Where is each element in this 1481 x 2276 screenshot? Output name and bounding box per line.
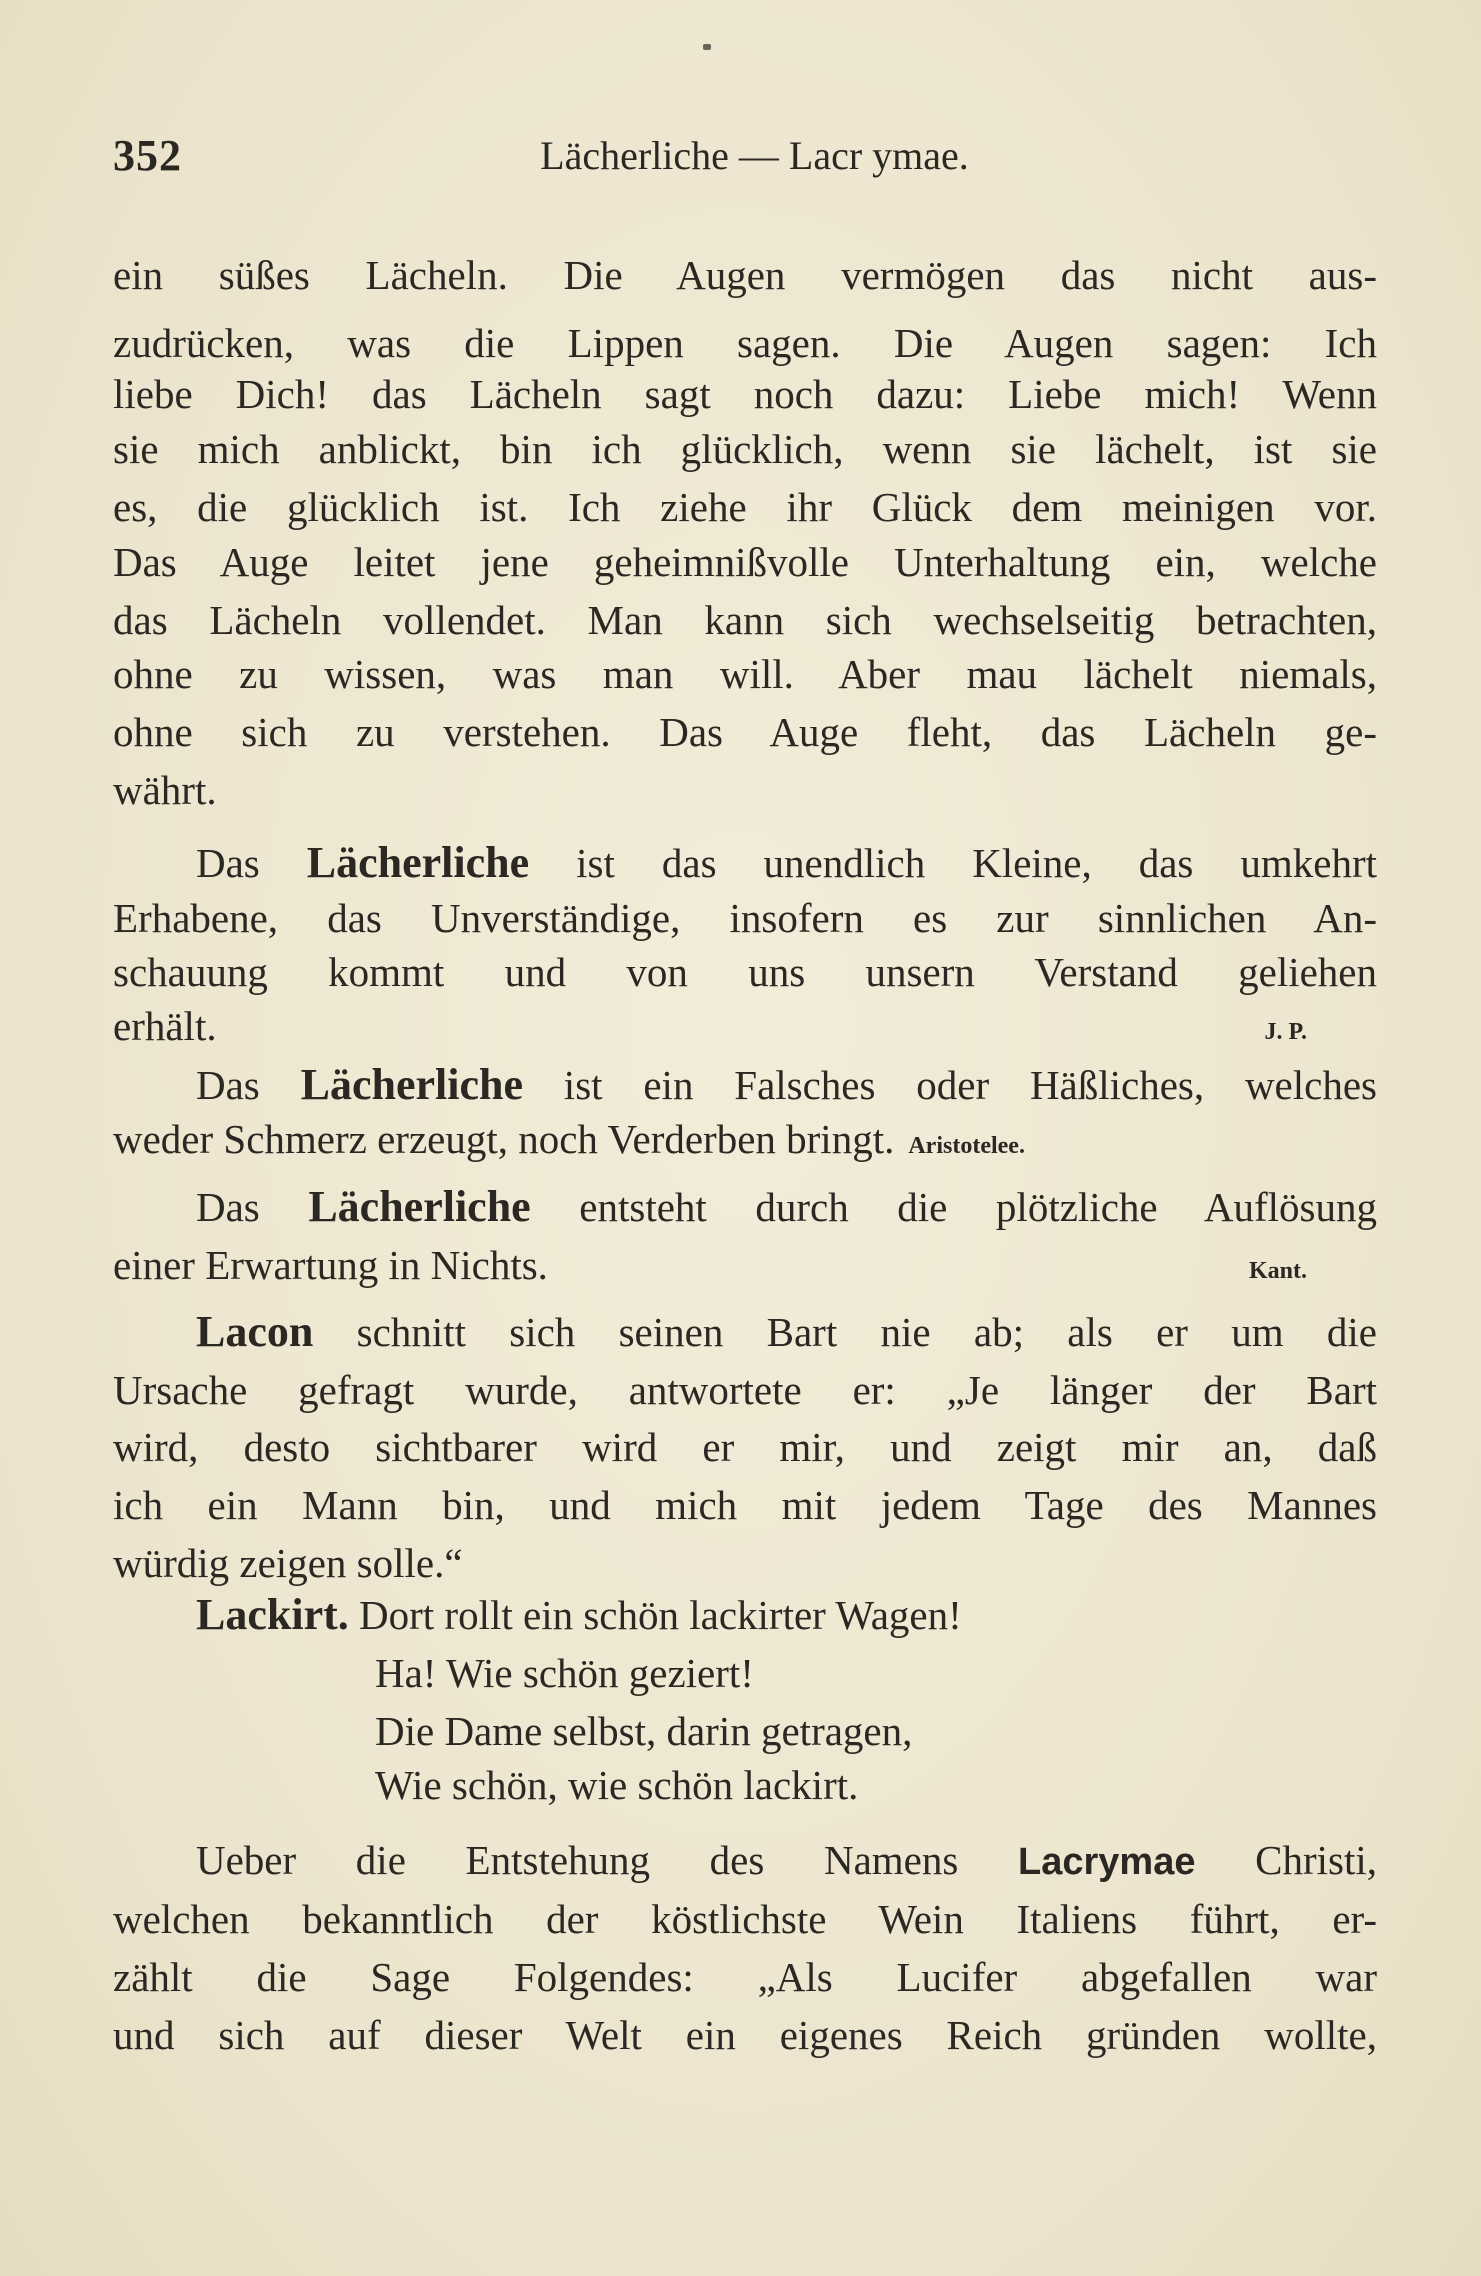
text-segment: Das <box>196 840 307 886</box>
text-line <box>113 365 1377 423</box>
text-segment: würdig zeigen solle.“ <box>113 1540 463 1586</box>
text-segment: schauung kommt und von uns unsern Verstand geliehen <box>113 949 1377 995</box>
text-segment: weder Schmerz erzeugt, noch Verderben bringt. <box>113 1116 895 1162</box>
text-segment: Dort rollt ein schön lackirter Wagen! <box>348 1592 962 1638</box>
text-segment: liebe Dich! das Lächeln sagt noch dazu: Liebe mich! Wenn <box>113 371 1377 417</box>
text-segment: schnitt sich seinen Bart nie ab; als er um die <box>313 1309 1377 1355</box>
text-segment: zudrücken, was die Lippen sagen. Die Augen sagen: Ich <box>113 320 1377 366</box>
running-title: Lächerliche — Lacr ymae. <box>540 133 969 178</box>
headword: Lächerliche <box>308 1182 531 1231</box>
text-segment: es, die glücklich ist. Ich ziehe ihr Glück dem meinigen vor. <box>113 484 1377 530</box>
text-line <box>113 2006 1377 2064</box>
emphasis-term: Lacrymae <box>1018 1841 1196 1883</box>
text-segment: und sich auf dieser Welt ein eigenes Reich gründen wollte, <box>113 2012 1377 2058</box>
attribution: Aristotelee. <box>908 1133 1025 1159</box>
text-line <box>113 703 1377 761</box>
text-line <box>113 478 1377 536</box>
headword: Lacon <box>196 1307 314 1356</box>
text-line <box>196 1056 1377 1114</box>
verse-line <box>375 1644 1375 1702</box>
text-segment: das Lächeln vollendet. Man kann sich wechselseitig betrachten, <box>113 597 1377 643</box>
text-segment: ein süßes Lächeln. Die Augen vermögen das nicht aus- <box>113 252 1377 298</box>
text-line <box>113 1534 1377 1592</box>
text-segment: ohne sich zu verstehen. Das Auge fleht, das Lächeln ge- <box>113 709 1377 755</box>
text-line <box>113 997 1377 1055</box>
text-segment: Christi, <box>1195 1837 1377 1883</box>
text-segment: Ha! Wie schön geziert! <box>375 1650 754 1696</box>
text-line <box>113 943 1377 1001</box>
text-line <box>113 246 1377 304</box>
text-segment: sie mich anblickt, bin ich glücklich, wenn sie lächelt, ist sie <box>113 426 1377 472</box>
text-segment: erhält. <box>113 1003 217 1049</box>
text-line <box>113 889 1377 947</box>
text-line <box>196 834 1377 892</box>
text-segment: währt. <box>113 767 217 813</box>
text-segment: ist das unendlich Kleine, das umkehrt <box>529 840 1377 886</box>
text-segment: ich ein Mann bin, und mich mit jedem Tage des Mannes <box>113 1482 1377 1528</box>
text-line <box>113 420 1377 478</box>
text-segment: einer Erwartung in Nichts. <box>113 1242 548 1288</box>
text-segment: Erhabene, das Unverständige, insofern es zur sinnlichen An- <box>113 895 1377 941</box>
text-line <box>113 1476 1377 1534</box>
text-segment: Wie schön, wie schön lackirt. <box>375 1762 859 1808</box>
text-segment: Das <box>196 1062 301 1108</box>
headword: Lackirt. <box>196 1590 349 1639</box>
page-number: 352 <box>113 131 182 180</box>
print-mark <box>703 44 711 50</box>
text-segment: welchen bekanntlich der köstlichste Wein Italiens führt, er- <box>113 1896 1377 1942</box>
text-segment: Die Dame selbst, darin getragen, <box>375 1708 913 1754</box>
verse-line <box>375 1702 1375 1760</box>
text-line <box>113 533 1377 591</box>
text-segment: Das Auge leitet jene geheimnißvolle Unterhaltung ein, welche <box>113 539 1377 585</box>
text-segment: ist ein Falsches oder Häßliches, welches <box>522 1062 1378 1108</box>
text-line <box>196 1303 1377 1361</box>
text-line <box>113 1948 1377 2006</box>
text-line <box>196 1178 1377 1236</box>
text-line <box>113 1418 1377 1476</box>
text-segment: Ueber die Entstehung des Namens <box>196 1837 1018 1883</box>
headword: Lächerliche <box>300 1060 523 1109</box>
text-line <box>113 1890 1377 1948</box>
text-segment: zählt die Sage Folgendes: „Als Lucifer abgefallen war <box>113 1954 1377 2000</box>
text-line <box>113 314 1377 372</box>
text-segment: Ursache gefragt wurde, antwortete er: „Je länger der Bart <box>113 1367 1377 1413</box>
text-line <box>113 645 1377 703</box>
text-segment: wird, desto sichtbarer wird er mir, und zeigt mir an, daß <box>113 1424 1377 1470</box>
text-line <box>113 1110 1377 1168</box>
verse-line <box>375 1756 1375 1814</box>
text-line <box>196 1831 1377 1889</box>
attribution: Kant. <box>1248 1258 1307 1284</box>
text-line <box>196 1586 1377 1644</box>
text-line <box>113 1236 1377 1294</box>
attribution: J. P. <box>1264 1019 1307 1045</box>
text-segment: entsteht durch die plötzliche Auflösung <box>530 1184 1377 1230</box>
text-line <box>113 1361 1377 1419</box>
text-segment: Das <box>196 1184 309 1230</box>
text-line <box>113 761 1377 819</box>
text-segment: ohne zu wissen, was man will. Aber mau lächelt niemals, <box>113 651 1377 697</box>
text-line <box>113 591 1377 649</box>
headword: Lächerliche <box>306 838 530 887</box>
